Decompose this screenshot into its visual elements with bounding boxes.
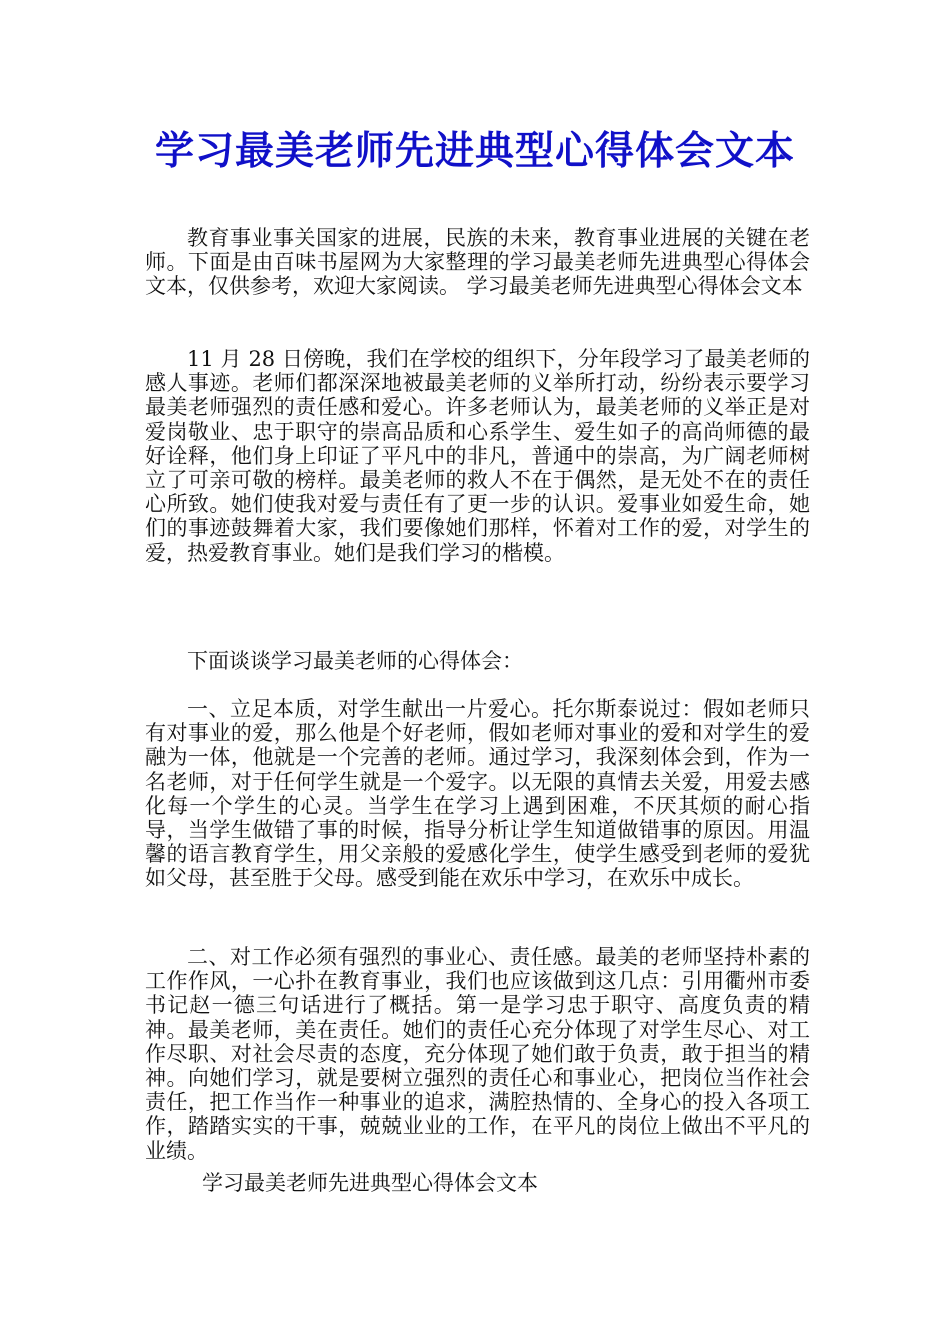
document-title: 学习最美老师先进典型心得体会文本 [154, 128, 795, 174]
first-point-paragraph: 一、立足本质，对学生献出一片爱心。托尔斯泰说过：假如老师只有对事业的爱，那么他是个好老师，假如老师对事业的爱和对学生的爱融为一体，他就是一个完善的老师。通过学习，我深刻体会到，作为一名老师，对于任何学生就是一个爱字。以无限的真情去关爱，用爱去感化每一个学生的心灵。当学生在学习上遇到困难，不厌其烦的耐心指导，当学生做错了事的时候，指导分析让学生知道做错事的原因。用温馨的语言教育学生，用父亲般的爱感化学生，使学生感受到老师的爱犹如父母，甚至胜于父母。感受到能在欢乐中学习，在欢乐中成长。 [145, 697, 810, 891]
event-paragraph: 11 月 28 日傍晚，我们在学校的组织下，分年段学习了最美老师的感人事迹。老师们都深深地被最美老师的义举所打动，纷纷表示要学习最美老师强烈的责任感和爱心。许多老师认为，最美老师的义举正是对爱岗敬业、忠于职守的崇高品质和心系学生、爱生如子的高尚师德的最好诠释，他们身上印证了平凡中的非凡，普通中的崇高，为广阔老师树立了可亲可敬的榜样。最美老师的救人不在于偶然，是无处不在的责任心所致。她们使我对爱与责任有了更一步的认识。爱事业如爱生命，她们的事迹鼓舞着大家，我们要像她们那样，怀着对工作的爱，对学生的爱，热爱教育事业。她们是我们学习的楷模。 [145, 347, 810, 565]
document-footer-title: 学习最美老师先进典型心得体会文本 [202, 1171, 538, 1195]
section-intro-paragraph: 下面谈谈学习最美老师的心得体会： [187, 649, 523, 673]
second-point-paragraph: 二、对工作必须有强烈的事业心、责任感。最美的老师坚持朴素的工作作风，一心扑在教育事业，我们也应该做到这几点：引用衢州市委书记赵一德三句话进行了概括。第一是学习忠于职守、高度负责的精神。最美老师，美在责任。她们的责任心充分体现了对学生尽心、对工作尽职、对社会尽责的态度，充分体现了她们敢于负责，敢于担当的精神。向她们学习，就是要树立强烈的责任心和事业心，把岗位当作社会责任，把工作当作一种事业的追求，满腔热情的、全身心的投入各项工作，踏踏实实的干事，兢兢业业的工作，在平凡的岗位上做出不平凡的业绩。 [145, 945, 810, 1163]
intro-paragraph: 教育事业事关国家的进展，民族的未来，教育事业进展的关键在老师。下面是由百味书屋网为大家整理的学习最美老师先进典型心得体会文本，仅供参考，欢迎大家阅读。 学习最美老师先进典型心得体会文本 [145, 226, 810, 299]
